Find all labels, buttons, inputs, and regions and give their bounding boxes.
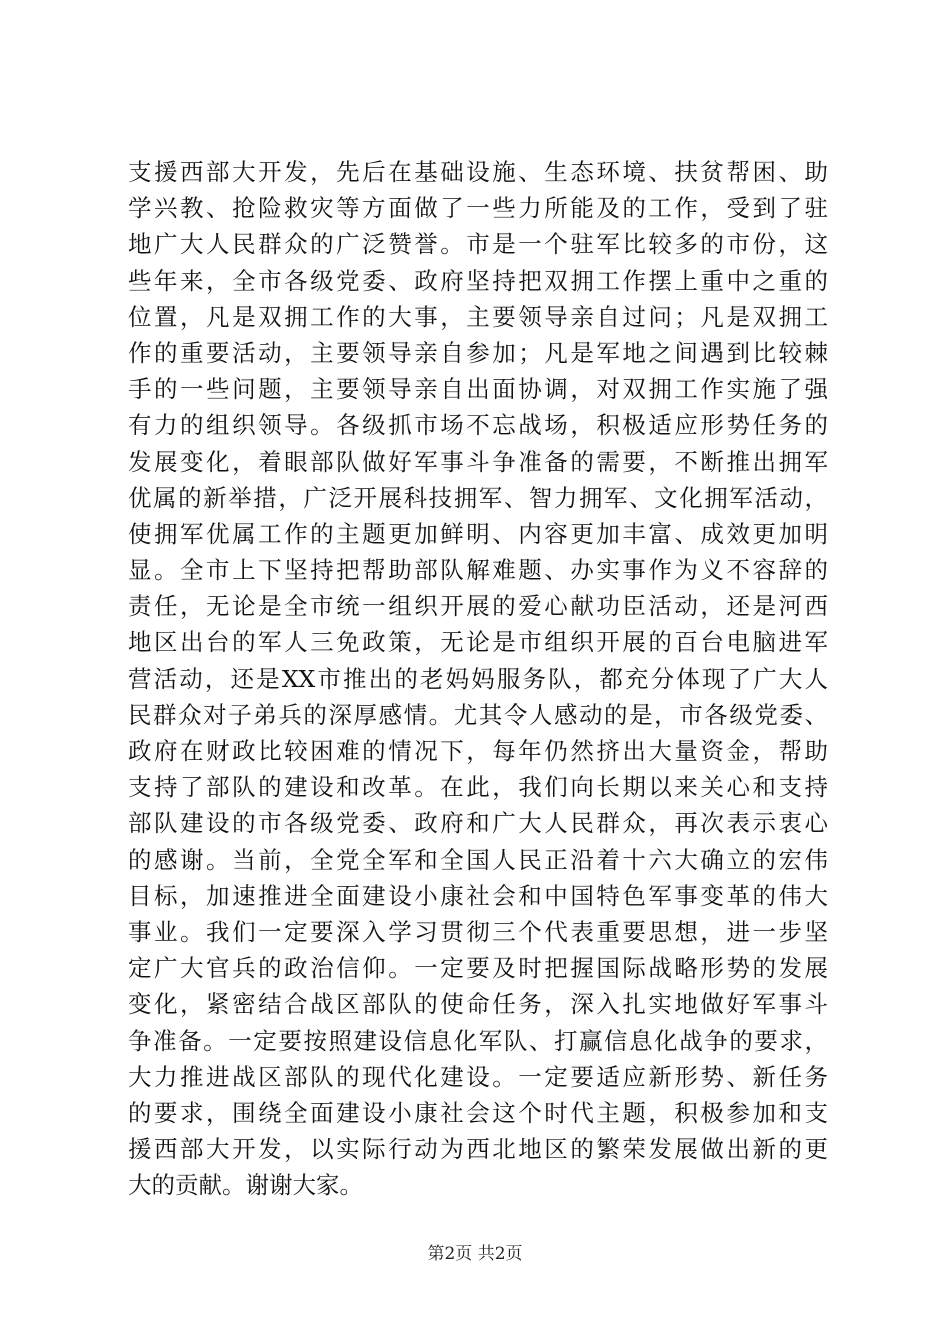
text-line: 作的重要活动，主要领导亲自参加；凡是军地之间遇到比较棘 [128, 338, 828, 367]
text-line: 使拥军优属工作的主题更加鲜明、内容更加丰富、成效更加明 [128, 519, 828, 548]
text-line: 政府在财政比较困难的情况下，每年仍然挤出大量资金，帮助 [128, 737, 828, 765]
text-line: 有力的组织领导。各级抓市场不忘战场，积极适应形势任务的 [128, 411, 828, 440]
text-line: 优属的新举措，广泛开展科技拥军、智力拥军、文化拥军活动， [128, 483, 828, 512]
page-footer: 第2页 共2页 [427, 1244, 523, 1264]
text-line: 定广大官兵的政治信仰。一定要及时把握国际战略形势的发展 [128, 954, 828, 983]
text-line: 事业。我们一定要深入学习贯彻三个代表重要思想，进一步坚 [128, 917, 828, 946]
text-line: 显。全市上下坚持把帮助部队解难题、办实事作为义不容辞的 [128, 556, 828, 585]
text-line: 大的贡献。谢谢大家。 [128, 1171, 363, 1200]
text-line: 目标，加速推进全面建设小康社会和中国特色军事变革的伟大 [128, 881, 828, 910]
text-line: 大力推进战区部队的现代化建设。一定要适应新形势、新任务 [128, 1062, 828, 1091]
text-line: 的感谢。当前，全党全军和全国人民正沿着十六大确立的宏伟 [128, 845, 828, 874]
text-line: 民群众对子弟兵的深厚感情。尤其令人感动的是，市各级党委、 [128, 700, 828, 729]
text-line: 地区出台的军人三免政策，无论是市组织开展的百台电脑进军 [128, 628, 828, 657]
text-line: 发展变化，着眼部队做好军事斗争准备的需要，不断推出拥军 [128, 447, 828, 476]
text-line: 手的一些问题，主要领导亲自出面协调，对双拥工作实施了强 [128, 375, 828, 404]
body-text [128, 154, 828, 1203]
text-line: 学兴教、抢险救灾等方面做了一些力所能及的工作，受到了驻 [128, 194, 828, 223]
text-line: 援西部大开发，以实际行动为西北地区的繁荣发展做出新的更 [128, 1135, 828, 1164]
text-line: 的要求，围绕全面建设小康社会这个时代主题，积极参加和支 [128, 1098, 828, 1127]
text-line: 地广大人民群众的广泛赞誉。市是一个驻军比较多的市份，这 [128, 230, 828, 259]
text-line: 些年来，全市各级党委、政府坚持把双拥工作摆上重中之重的 [128, 266, 828, 295]
text-line: 位置，凡是双拥工作的大事，主要领导亲自过问；凡是双拥工 [128, 302, 828, 331]
text-line: 支持了部队的建设和改革。在此，我们向长期以来关心和支持 [128, 773, 828, 802]
text-line: 争准备。一定要按照建设信息化军队、打赢信息化战争的要求， [128, 1026, 828, 1055]
text-line: 变化，紧密结合战区部队的使命任务，深入扎实地做好军事斗 [128, 990, 828, 1019]
text-line: 部队建设的市各级党委、政府和广大人民群众，再次表示衷心 [128, 809, 828, 838]
text-line: 责任，无论是全市统一组织开展的爱心献功臣活动，还是河西 [128, 592, 828, 621]
text-line: 支援西部大开发，先后在基础设施、生态环境、扶贫帮困、助 [128, 158, 828, 186]
text-line: 营活动，还是XX市推出的老妈妈服务队，都充分体现了广大人 [128, 664, 828, 693]
